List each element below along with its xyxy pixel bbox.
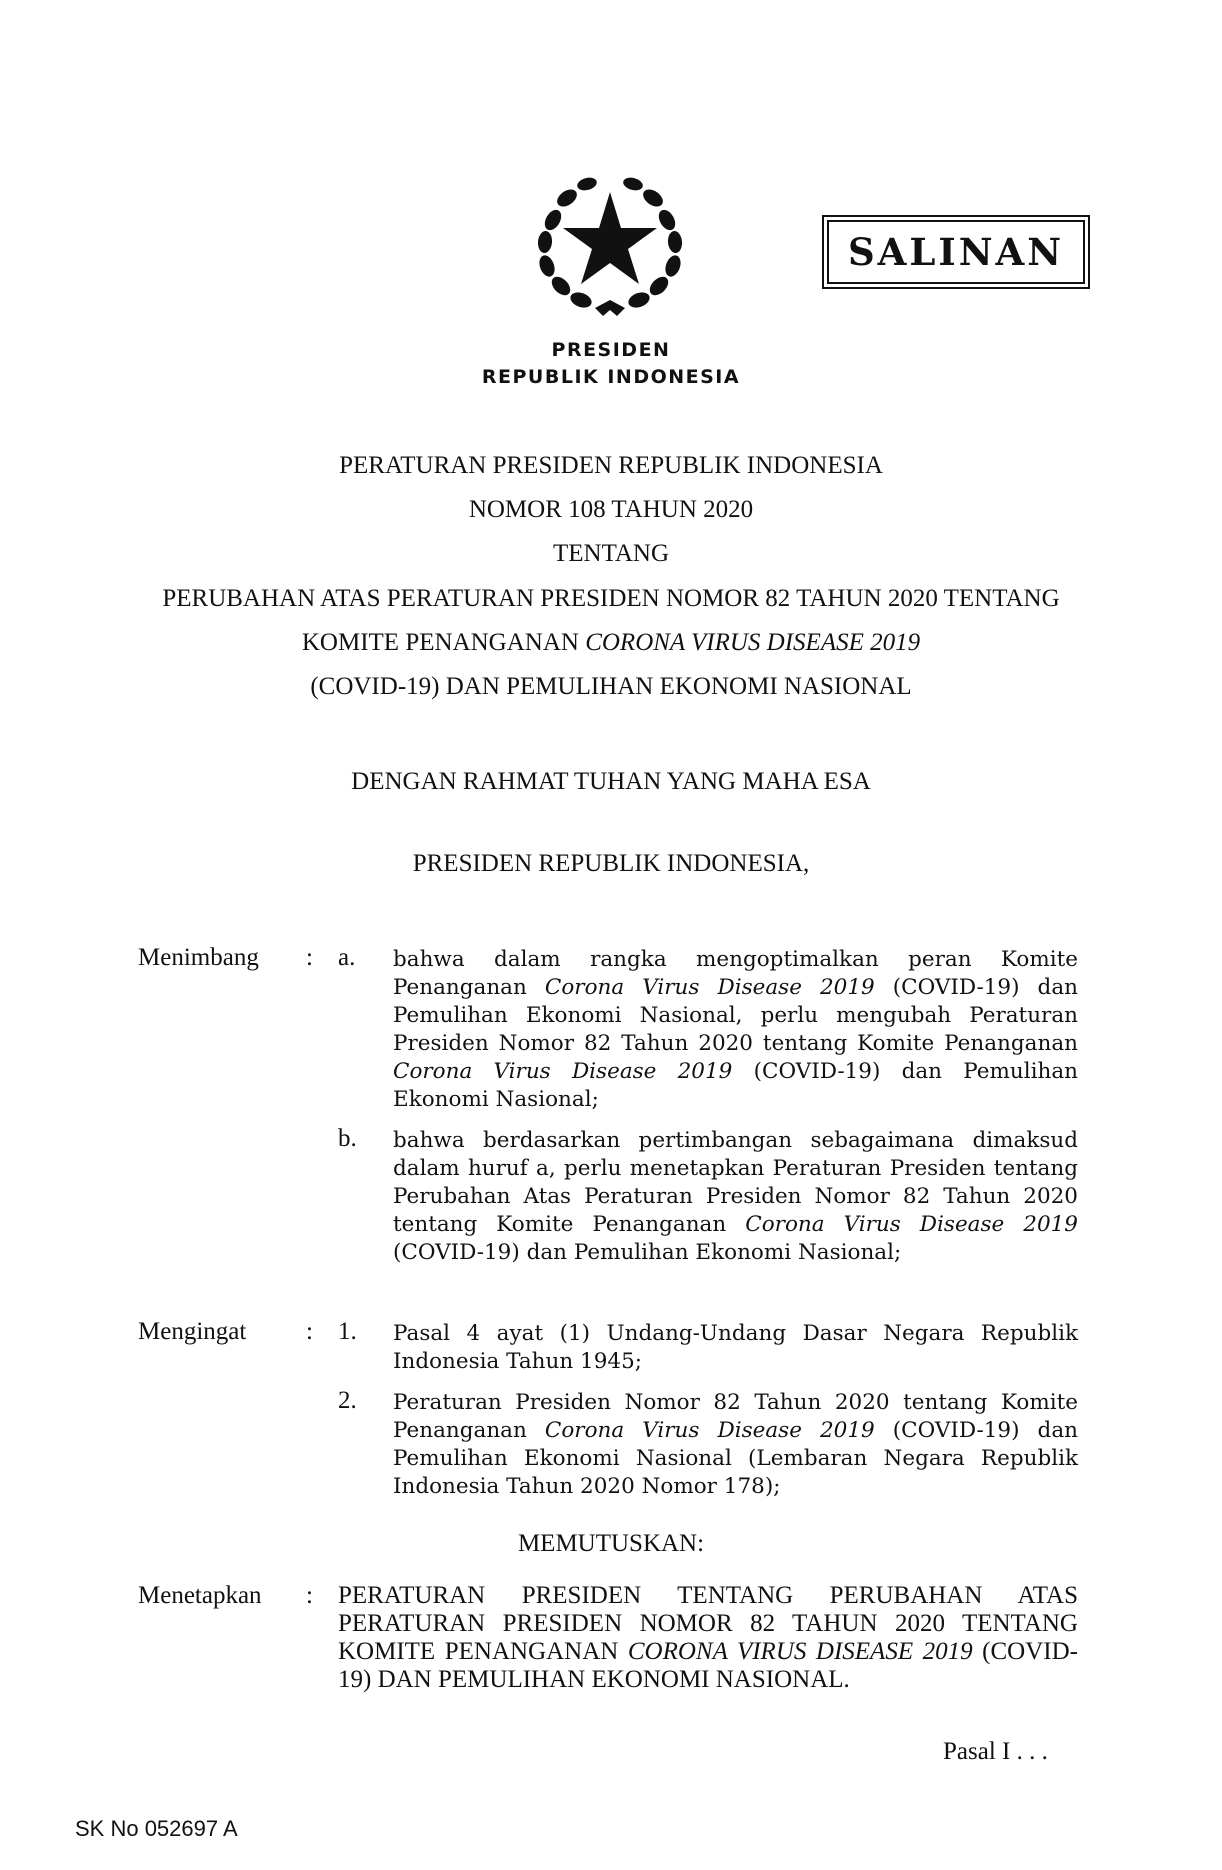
text-span: (COVID-19) dan Pemulihan Ekonomi Nasional; [393,1059,1078,1112]
italic-span: Corona Virus Disease 2019 [745,1212,1078,1237]
menimbang-a-text [393,946,1078,1114]
salinan-stamp: SALINAN [827,220,1085,284]
menimbang-b-marker: b. [338,1125,357,1152]
menetapkan-label: Menetapkan [138,1582,262,1609]
italic-span: Corona Virus Disease 2019 [544,975,875,1000]
title-line-6: (COVID-19) DAN PEMULIHAN EKONOMI NASIONAL [310,672,912,700]
text-span: Peraturan Presiden Nomor 82 Tahun 2020 tentang Komite Penanganan [393,1390,1078,1443]
opening-invocation: DENGAN RAHMAT TUHAN YANG MAHA ESA [351,768,871,795]
mengingat-label: Mengingat [138,1318,247,1345]
menetapkan-colon: : [306,1582,313,1609]
mengingat-1-text [393,1320,1078,1376]
mengingat-2-text [393,1389,1078,1501]
menetapkan-line-4: 19) DAN PEMULIHAN EKONOMI NASIONAL. [338,1666,850,1693]
memutuskan-heading: MEMUTUSKAN: [517,1530,705,1557]
italic-span: Corona Virus Disease 2019 [393,1059,733,1084]
title-line-3: TENTANG [552,540,670,568]
institution-line-1: PRESIDEN [551,339,671,361]
sk-number: SK No 052697 A [75,1816,238,1841]
text-span: (COVID- [972,1638,1078,1665]
mengingat-2-marker: 2. [338,1387,357,1414]
title-line-5-italic: CORONA VIRUS DISEASE 2019 [585,628,921,656]
menetapkan-line-1: PERATURAN PRESIDEN TENTANG PERUBAHAN ATAS [338,1582,1078,1609]
text-span: (COVID-19) dan Pemulihan Ekonomi Nasional; [393,1240,902,1265]
title-line-2: NOMOR 108 TAHUN 2020 [468,496,754,524]
menimbang-a-marker: a. [338,944,356,971]
title-line-1: PERATURAN PRESIDEN REPUBLIK INDONESIA [339,452,883,479]
next-page-catchword: Pasal I . . . [943,1738,1048,1765]
mengingat-1-paragraph: Pasal 4 ayat (1) Undang-Undang Dasar Negara Republik Indonesia Tahun 1945; [393,1321,1078,1374]
text-span: bahwa dalam rangka mengoptimalkan peran Komite Penanganan [393,947,1078,1000]
menimbang-label: Menimbang [138,944,259,971]
opening-presiden: PRESIDEN REPUBLIK INDONESIA, [412,850,810,877]
menimbang-colon: : [306,944,313,971]
text-span: bahwa berdasarkan pertimbangan sebagaimana dimaksud dalam huruf a, perlu menetapkan Peraturan Presiden tentang Perubahan Atas Peraturan Presiden Nomor 82 Tahun 2020 tentang Komite Penanganan [393,1128,1078,1237]
institution-line-2: REPUBLIK INDONESIA [481,366,741,388]
title-line-5-text: KOMITE PENANGANAN [301,628,586,656]
text-span: KOMITE PENANGANAN [338,1638,628,1665]
title-line-5 [0,621,1222,665]
menimbang-b-text [393,1127,1078,1267]
italic-span: CORONA VIRUS DISEASE 2019 [627,1638,973,1665]
text-span: (COVID-19) dan Pemulihan Ekonomi Nasional, perlu mengubah Peraturan Presiden Nomor 82 Tahun 2020 tentang Komite Penanganan [393,975,1078,1056]
menetapkan-line-3 [338,1638,1078,1666]
italic-span: Corona Virus Disease 2019 [544,1418,875,1443]
menetapkan-text [338,1582,1078,1694]
institution-label [0,337,1222,391]
mengingat-colon: : [306,1318,313,1345]
presidential-seal-icon [525,150,695,320]
text-span: (COVID-19) dan Pemulihan Ekonomi Nasional (Lembaran Negara Republik Indonesia Tahun 2020 Nomor 178); [393,1418,1078,1499]
title-line-4: PERUBAHAN ATAS PERATURAN PRESIDEN NOMOR 82 TAHUN 2020 TENTANG [162,584,1060,612]
menetapkan-line-2: PERATURAN PRESIDEN NOMOR 82 TAHUN 2020 TENTANG [338,1610,1078,1637]
mengingat-1-marker: 1. [338,1318,357,1345]
regulation-title [0,444,1222,709]
